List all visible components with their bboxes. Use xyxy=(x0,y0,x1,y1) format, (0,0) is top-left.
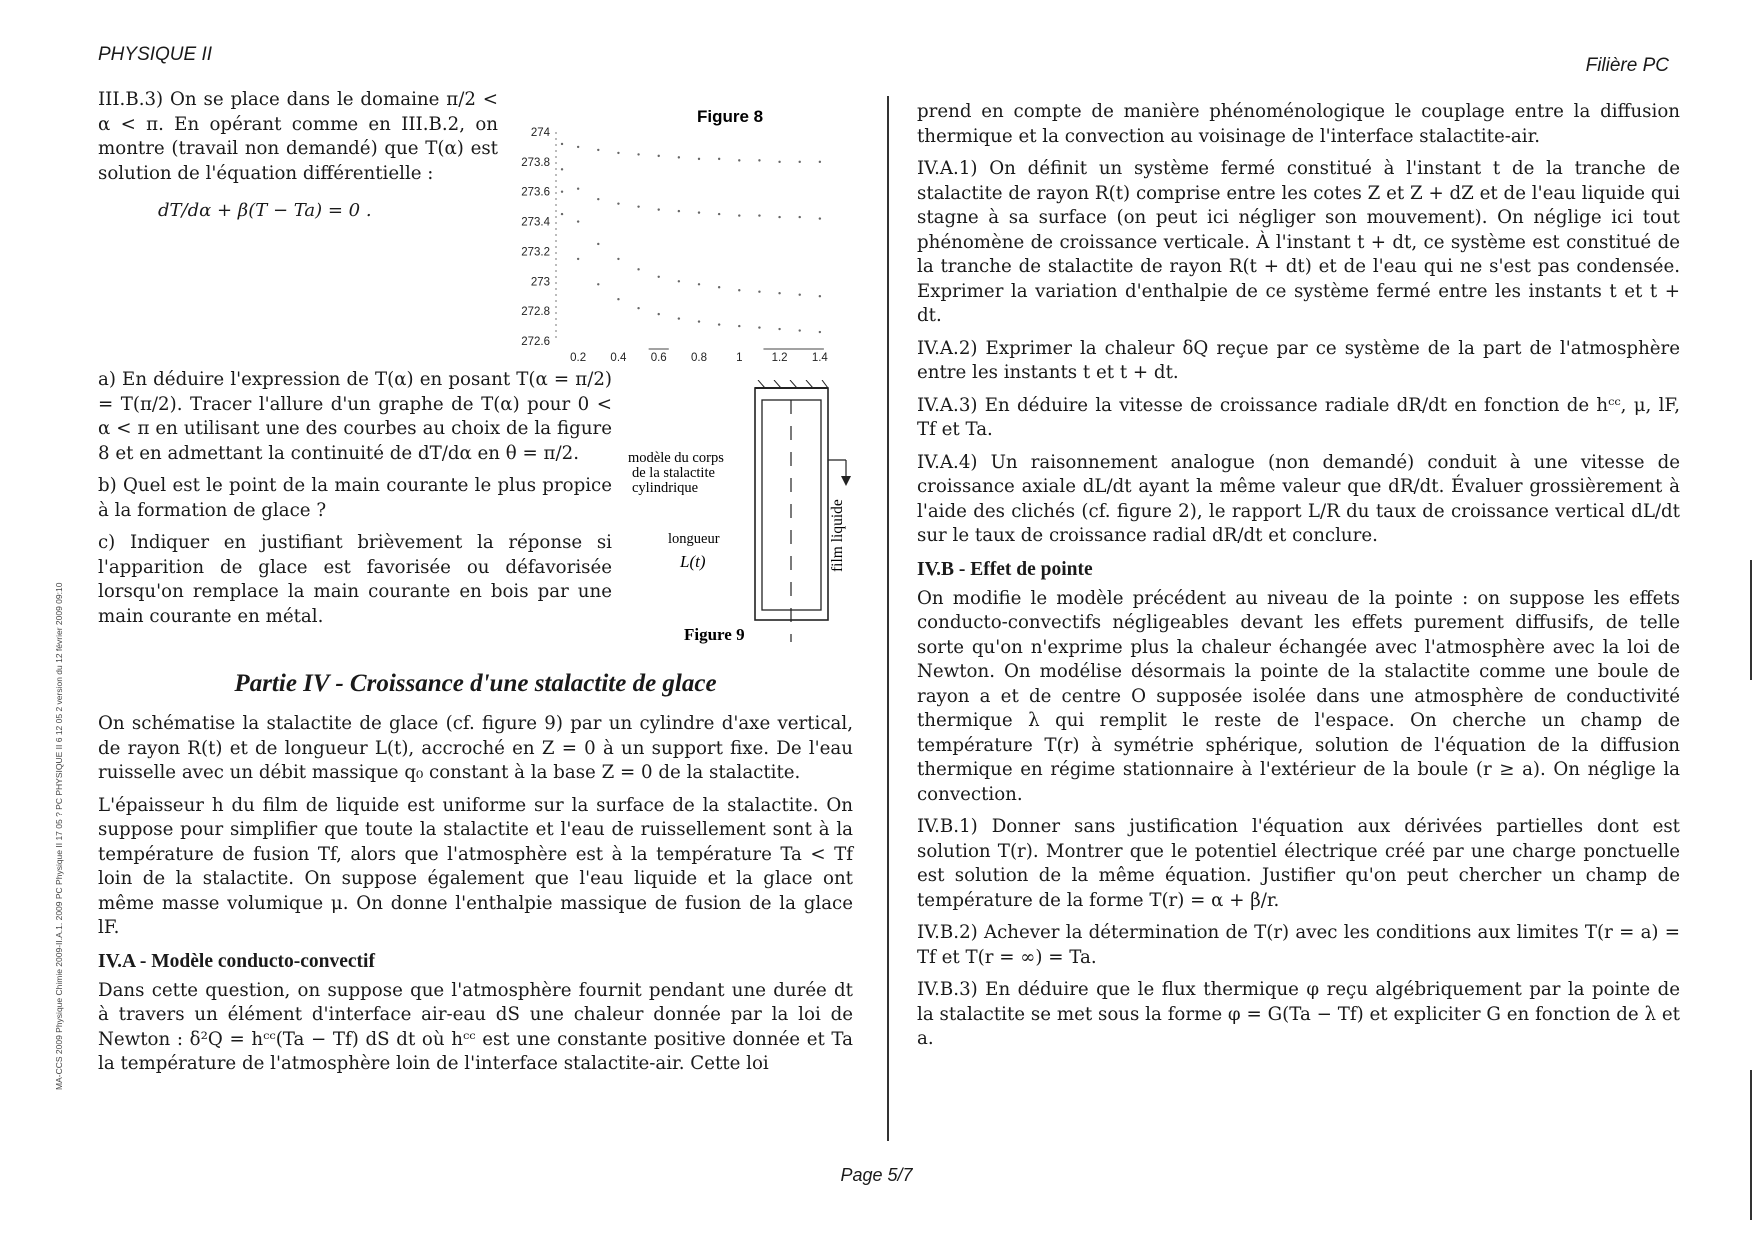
y-tick-label: 273 xyxy=(530,276,550,289)
data-point xyxy=(597,243,599,245)
data-point xyxy=(819,295,821,297)
data-point xyxy=(758,291,760,293)
paragraph-newton-law-continued: prend en compte de manière phénoménologique le couplage entre la diffusion thermique et la convection au voisinage de l'interface stalactite-air. xyxy=(917,101,1680,147)
hatch-mark xyxy=(758,380,765,388)
hatch-mark xyxy=(806,380,813,388)
data-point xyxy=(758,214,760,216)
data-point xyxy=(718,286,720,288)
question-ivb1: IV.B.1) Donner sans justification l'équation aux dérivées partielles dont est solution T(r). Montrer que le potentiel électrique créé par une charge ponctuelle est solution de la même équation. Justifier qu'on peut chercher un champ de température de la forme T(r) = α + β/r. xyxy=(917,816,1680,911)
x-tick-label: 1 xyxy=(736,352,743,364)
data-point xyxy=(738,214,740,216)
figure-9 xyxy=(628,380,868,650)
figure-8-chart xyxy=(510,105,850,373)
data-point xyxy=(637,307,639,309)
x-tick-label: 0.8 xyxy=(691,352,707,364)
data-point xyxy=(698,211,700,213)
data-point xyxy=(577,220,579,222)
y-tick-label: 272.8 xyxy=(521,306,550,319)
x-tick-label: 0.6 xyxy=(650,352,667,364)
data-point xyxy=(698,158,700,160)
x-tick-label: 1.4 xyxy=(811,352,828,364)
question-iiib3 xyxy=(98,88,498,221)
hatch-mark xyxy=(790,380,797,388)
data-point xyxy=(819,161,821,163)
label-model-3: cylindrique xyxy=(632,480,699,496)
data-point xyxy=(758,326,760,328)
data-point xyxy=(597,198,599,200)
data-point xyxy=(698,283,700,285)
y-tick-label: 274 xyxy=(530,127,550,139)
page-number: Page 5/7 xyxy=(840,1165,913,1185)
data-point xyxy=(718,323,720,325)
question-iva3: IV.A.3) En déduire la vitesse de croissance radiale dR/dt en fonction de hᶜᶜ, μ, lF, Tf et Ta. xyxy=(917,394,1680,440)
side-reference-note: MA-CCS 2009 Physique Chimie 2009-II.A.1. 2009 PC Physique II 17 05 ? PC PHYSIQUE II 6 12 05 2 version du 12 février 2009 09:10 xyxy=(54,582,64,1090)
film-arrow-head xyxy=(841,476,851,486)
question-c: c) Indiquer en justifiant brièvement la réponse si l'apparition de glace est favorisée ou défavorisée lorsqu'on remplace la main courante en bois par une main courante en métal. xyxy=(98,532,612,627)
section-iva-heading: IV.A - Modèle conducto-convectif xyxy=(98,950,375,972)
data-point xyxy=(678,280,680,282)
data-point xyxy=(617,258,619,260)
data-point xyxy=(738,289,740,291)
data-point xyxy=(778,292,780,294)
paragraph-stalactite-model: On schématise la stalactite de glace (cf. figure 9) par un cylindre d'axe vertical, de rayon R(t) et de longueur L(t), accroché en Z = 0 à un support fixe. De l'eau ruisselle avec un débit massique q₀ constant à la base Z = 0 de la stalactite. xyxy=(98,713,853,783)
data-point xyxy=(799,294,801,296)
question-iiib3-text: III.B.3) On se place dans le domaine π/2 < α < π. En opérant comme en III.B.2, on montre (travail non demandé) que T(α) est solution de l'équation différentielle : xyxy=(98,89,498,184)
data-point xyxy=(597,283,599,285)
figure-9-caption: Figure 9 xyxy=(684,625,745,644)
data-point xyxy=(658,313,660,315)
data-point xyxy=(561,168,563,170)
paragraph-tip-effect: On modifie le modèle précédent au niveau de la pointe : on suppose les effets conducto-convectifs négligeables devant les effets purement diffusifs, de telle sorte qu'on n'exprime plus la chaleur échangée avec l'atmosphère avec la loi de Newton. On modélise désormais la pointe de la stalactite comme une boule de rayon a et de centre O supposée isolée dans une atmosphère de conductivité thermique λ qui remplit le reste de l'espace. On cherche un champ de température T(r) à symétrie sphérique, solution de l'équation de la diffusion thermique en régime stationnaire à l'extérieur de la boule (r ≥ a). On néglige la convection. xyxy=(917,587,1680,805)
data-point xyxy=(718,213,720,215)
scan-edge-mark xyxy=(1750,1070,1752,1220)
data-point xyxy=(577,146,579,148)
data-point xyxy=(577,258,579,260)
question-a: a) En déduire l'expression de T(α) en posant T(α = π/2) = T(π/2). Tracer l'allure d'un graphe de T(α) pour 0 < α < π en utilisant une des courbes au choix de la figure 8 et en admettant la continuité de dT/dα en θ = π/2. xyxy=(98,369,612,464)
section-ivb-heading: IV.B - Effet de pointe xyxy=(917,558,1093,580)
data-point xyxy=(617,202,619,204)
data-point xyxy=(637,205,639,207)
scan-edge-mark xyxy=(1750,560,1752,680)
data-point xyxy=(819,331,821,333)
paragraph-newton-law: Dans cette question, on suppose que l'atmosphère fournit pendant une durée dt à travers un élément d'interface air-eau dS une chaleur donnée par la loi de Newton : δ²Q = hᶜᶜ(Ta − Tf) dS dt où hᶜᶜ est une constante positive donnée et Ta la température de l'atmosphère loin de l'interface stalactite-air. Cette loi xyxy=(98,979,853,1074)
y-tick-label: 273.4 xyxy=(521,216,550,229)
question-ivb3: IV.B.3) En déduire que le flux thermique φ reçu algébriquement par la pointe de la stalactite se met sous la forme φ = G(Ta − Tf) et expliciter G en fonction de λ et a. xyxy=(917,979,1680,1049)
label-length-symbol: L(t) xyxy=(680,552,706,571)
data-point xyxy=(658,276,660,278)
data-point xyxy=(561,143,563,145)
figure-8 xyxy=(510,105,850,373)
data-point xyxy=(617,152,619,154)
label-liquid-film: film liquide xyxy=(829,499,846,572)
figure-9-diagram xyxy=(628,380,868,650)
paragraph-film-hypotheses: L'épaisseur h du film de liquide est uniforme sur la surface de la stalactite. On suppose pour simplifier que toute la stalactite et l'eau de ruissellement sont à la température de fusion Tf, alors que l'atmosphère est à la température Ta < Tf loin de la stalactite. On suppose également que l'eau liquide et la glace ont même masse volumique μ. On donne l'enthalpie massique de fusion de la glace lF. xyxy=(98,794,853,938)
differential-equation: dT/dα + β(T − Ta) = 0 . xyxy=(158,200,372,221)
y-tick-label: 272.6 xyxy=(521,336,550,348)
data-point xyxy=(577,188,579,190)
data-point xyxy=(799,329,801,331)
x-tick-label: 0.2 xyxy=(570,352,587,364)
data-point xyxy=(678,156,680,158)
y-tick-label: 273.6 xyxy=(521,186,550,199)
data-point xyxy=(561,191,563,193)
data-point xyxy=(799,161,801,163)
data-point xyxy=(819,217,821,219)
part-iv-title: Partie IV - Croissance d'une stalactite de glace xyxy=(234,670,717,697)
question-ivb2: IV.B.2) Achever la détermination de T(r) avec les conditions aux limites T(r = a) = Tf et T(r = ∞) = Ta. xyxy=(917,922,1680,968)
hatch-mark xyxy=(822,380,828,388)
data-point xyxy=(718,158,720,160)
data-point xyxy=(738,325,740,327)
data-point xyxy=(778,161,780,163)
data-point xyxy=(561,213,563,215)
data-point xyxy=(637,153,639,155)
x-tick-label: 0.4 xyxy=(610,352,627,364)
data-point xyxy=(799,216,801,218)
data-point xyxy=(698,320,700,322)
y-tick-label: 273.8 xyxy=(521,156,550,169)
figure-8-caption: Figure 8 xyxy=(697,107,764,126)
header-track: Filière PC xyxy=(1585,55,1669,76)
data-point xyxy=(678,210,680,212)
question-iva4: IV.A.4) Un raisonnement analogue (non demandé) conduit à une vitesse de croissance axiale dL/dt ayant la même valeur que dR/dt. Évaluer grossièrement à l'aide des clichés (cf. figure 2), le rapport L/R du taux de croissance vertical dL/dt sur le taux de croissance radial dR/dt et conclure. xyxy=(917,451,1680,546)
data-point xyxy=(738,159,740,161)
data-point xyxy=(637,268,639,270)
data-point xyxy=(778,328,780,330)
question-iva1: IV.A.1) On définit un système fermé constitué à l'instant t de la tranche de stalactite de rayon R(t) comprise entre les cotes Z et Z + dZ et de l'eau liquide qui stagne à sa surface (on peut ici négliger son mouvement). On néglige ici tout phénomène de croissance verticale. À l'instant t + dt, ce système est constitué de la tranche de stalactite de rayon R(t + dt) et de l'eau qui ne s'est pas condensée. Exprimer la variation d'enthalpie de ce système fermé entre les instants t et t + dt. xyxy=(917,158,1680,326)
data-point xyxy=(658,208,660,210)
hatch-mark xyxy=(774,380,781,388)
data-point xyxy=(617,298,619,300)
data-point xyxy=(678,317,680,319)
header-subject: PHYSIQUE II xyxy=(98,44,213,65)
question-b: b) Quel est le point de la main courante le plus propice à la formation de glace ? xyxy=(98,475,612,521)
data-point xyxy=(778,216,780,218)
question-iva2: IV.A.2) Exprimer la chaleur δQ reçue par ce système de la part de l'atmosphère entre les instants t et t + dt. xyxy=(917,337,1680,383)
label-length: longueur xyxy=(668,531,720,547)
right-column xyxy=(917,100,1680,1060)
data-point xyxy=(658,155,660,157)
x-tick-label: 1.2 xyxy=(771,352,788,364)
left-column-body xyxy=(98,712,853,1085)
data-point xyxy=(597,149,599,151)
questions-abc xyxy=(98,368,612,637)
y-tick-label: 273.2 xyxy=(521,246,550,259)
data-point xyxy=(758,159,760,161)
label-model-1: modèle du corps xyxy=(628,450,724,466)
column-divider xyxy=(887,96,889,1141)
label-model-2: de la stalactite xyxy=(632,465,715,481)
